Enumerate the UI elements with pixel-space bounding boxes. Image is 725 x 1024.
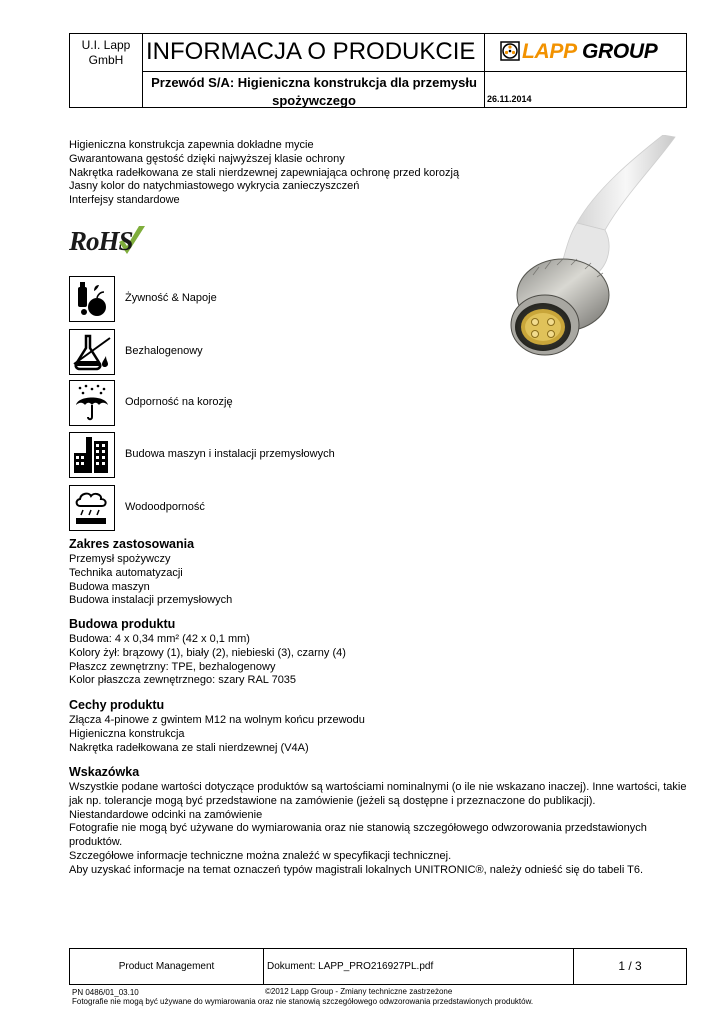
rohs-logo (69, 224, 147, 258)
property-label: Odporność na korozję (125, 396, 233, 408)
feature-item: Interfejsy standardowe (69, 194, 180, 207)
footer-page-number: 1 / 3 (618, 959, 642, 973)
document-date: 26.11.2014 (487, 94, 532, 104)
product-image (495, 135, 695, 385)
subtitle-line-2: spożywczego (272, 93, 356, 108)
property-row (69, 380, 369, 426)
list-item: Budowa: 4 x 0,34 mm² (42 x 0,1 mm) (69, 633, 250, 645)
footer-document: Dokument: LAPP_PRO216927PL.pdf (267, 961, 434, 972)
note-line: Niestandardowe odcinki na zamówienie (69, 808, 263, 821)
characteristics-section (69, 698, 365, 755)
property-label: Budowa maszyn i instalacji przemysłowych (125, 448, 335, 460)
list-item: Przemysł spożywczy (69, 553, 171, 565)
feature-item: Gwarantowana gęstość dzięki najwyższej klasie ochrony (69, 152, 345, 165)
logo-text-group: GROUP (582, 40, 658, 63)
note-line: Aby uzyskać informacje na temat oznaczeń typów magistrali lokalnych UNITRONIC®, należy odnieść się do tabeli T6. (69, 863, 644, 876)
section-heading: Zakres zastosowania (69, 537, 195, 551)
document-title: INFORMACJA O PRODUKCIE (146, 38, 476, 65)
m12-connector-cable-icon (495, 135, 695, 385)
list-item: Kolor płaszcza zewnętrznego: szary RAL 7035 (69, 674, 297, 687)
list-item: Higieniczna konstrukcja (69, 727, 185, 740)
logo-text-lapp: LAPP (522, 40, 577, 63)
application-section (69, 537, 232, 608)
footer-divider (263, 949, 264, 984)
header-box (69, 33, 687, 108)
company-line-2: GmbH (88, 53, 124, 67)
note-section (69, 765, 689, 878)
product-subtitle (142, 74, 486, 110)
note-line: Fotografie nie mogą być używane do wymiarowania oraz nie stanowią szczegółowego odwzorowania przedstawionych produktów. (69, 822, 647, 849)
section-heading: Wskazówka (69, 765, 140, 779)
property-row (69, 485, 369, 531)
note-line: Wszystkie podane wartości dotyczące produktów są wartościami nominalnymi (o ile nie wskazano inaczej). Inne wartości, takie jak np. tolerancje mogą być przedstawione na zamówienie (jeżeli są dostępne i przeznaczone do publikacji). (69, 781, 687, 807)
company-name (70, 38, 142, 68)
list-item: Budowa instalacji przemysłowych (69, 594, 233, 607)
construction-section (69, 617, 346, 688)
list-item: Płaszcz zewnętrzny: TPE, bezhalogenowy (69, 660, 276, 673)
feature-item: Jasny kolor do natychmiastowego wykrycia zanieczyszczeń (69, 180, 360, 193)
list-item: Złącza 4-pinowe z gwintem M12 na wolnym końcu przewodu (69, 714, 365, 726)
property-label: Bezhalogenowy (125, 345, 203, 357)
section-heading: Cechy produktu (69, 698, 165, 712)
list-item: Budowa maszyn (69, 580, 150, 593)
footer-box (69, 948, 687, 985)
subtitle-line-1: Przewód S/A: Higieniczna konstrukcja dla przemysłu (151, 75, 477, 90)
copyright-text: ©2012 Lapp Group - Zmiany techniczne zastrzeżone (265, 987, 453, 996)
halogen-free-icon (69, 329, 115, 375)
property-label: Żywność & Napoje (125, 292, 217, 304)
food-drink-icon (69, 276, 115, 322)
list-item: Technika automatyzacji (69, 566, 183, 579)
rohs-text: RoHS (69, 226, 133, 256)
company-line-1: U.I. Lapp (81, 38, 131, 52)
feature-list (69, 139, 459, 208)
property-label: Wodoodporność (125, 501, 205, 513)
list-item: Nakrętka radełkowana ze stali nierdzewnej (V4A) (69, 741, 309, 754)
property-row (69, 329, 369, 375)
footer-disclaimer: Fotografie nie mogą być używane do wymiarowania oraz nie stanowią szczegółowego odwzorowania przedstawionych produktów. (72, 997, 534, 1006)
section-heading: Budowa produktu (69, 617, 176, 631)
property-row (69, 276, 369, 322)
header-divider (142, 71, 686, 72)
property-row (69, 432, 369, 478)
feature-item: Higieniczna konstrukcja zapewnia dokładne mycie (69, 139, 314, 151)
lapp-group-logo (500, 40, 680, 71)
corrosion-resistance-icon (69, 380, 115, 426)
industrial-building-icon (69, 432, 115, 478)
footer-department: Product Management (118, 961, 215, 972)
form-code: PN 0486/01_03.10 (72, 988, 139, 997)
list-item: Kolory żył: brązowy (1), biały (2), niebieski (3), czarny (4) (69, 646, 346, 659)
feature-item: Nakrętka radełkowana ze stali nierdzewnej zapewniająca ochronę przed korozją (69, 166, 460, 179)
note-line: Szczegółowe informacje techniczne można znaleźć w specyfikacji technicznej. (69, 849, 452, 862)
waterproof-icon (69, 485, 115, 531)
